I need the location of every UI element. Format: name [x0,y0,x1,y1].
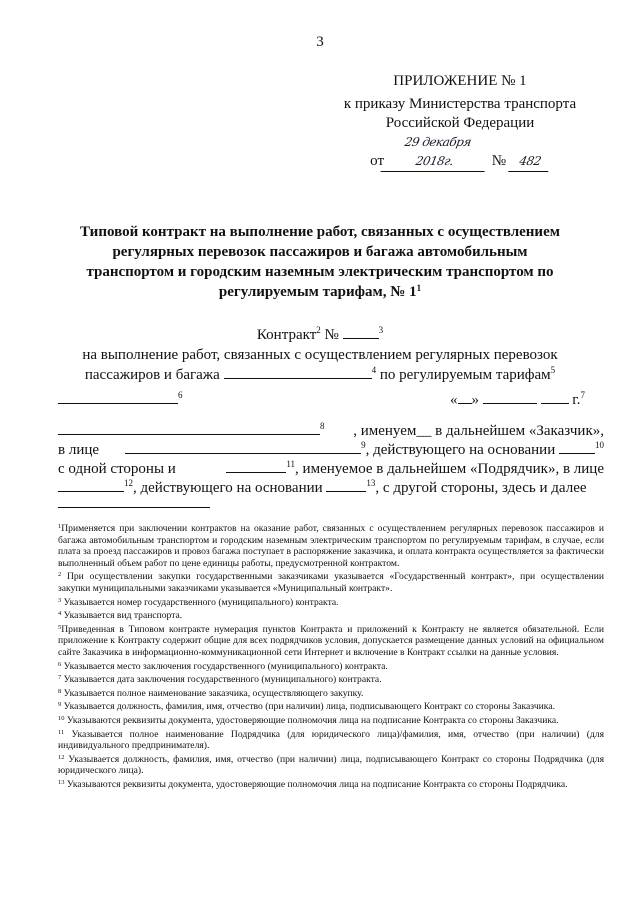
footnote-number: 1 [58,523,62,530]
footnote-ref-9: 9 [361,440,366,450]
transport-type-blank [224,365,372,379]
footnote-12 [58,754,604,777]
date-fields [450,390,585,409]
footnote-ref-13: 13 [366,478,376,488]
footnote-7 [58,674,604,686]
footnote-ref-4: 4 [371,365,377,375]
footnote-1 [58,523,604,569]
footnote-text: Указывается должность, фамилия, имя, отчество (при наличии) лица, подписывающего Контракт со стороны Подрядчика (для юридического лица). [58,753,604,777]
footnote-9 [58,701,604,713]
contract-number-blank [343,325,379,339]
title-footnote-ref: 1 [416,283,422,293]
contract-word: Контракт [256,327,317,343]
subject-text-b: по регулируемым тарифам [379,367,551,383]
body-line-3 [58,459,604,478]
document-title [70,222,570,302]
customer-signatory-blank [125,440,361,454]
footnote-text: При осуществлении закупки государственными заказчиками указывается «Государственный контракт», при осуществлении закупки муниципальными заказчиками указывается «Муниципальный контракт». [58,571,604,594]
year-blank [541,390,569,404]
footnote-text: Указывается дата заключения государственного (муниципального) контракта. [63,674,382,686]
page-number: 3 [316,34,324,50]
contract-heading [60,325,580,345]
quote-close: » [471,392,479,408]
footnote-divider [58,507,210,508]
customer-name-blank [58,421,320,435]
footnote-number: 2 [58,571,62,579]
footnote-text: Указывается место заключения государственного (муниципального) контракта. [63,660,388,672]
footnote-ref-6: 6 [178,390,183,400]
contractor-name-blank [226,459,286,473]
acting-basis-text: , действующего на основании [365,442,556,458]
footnote-text: Указываются реквизиты документа, удостоверяющие полномочия лица на подписание Контракта со стороны Подрядчика. [66,778,568,790]
footnote-ref-12: 12 [124,478,133,488]
body-line-4 [58,478,604,497]
year-suffix: г. [572,392,581,408]
footnote-number: 8 [58,687,62,695]
footnote-ref-7: 7 [580,390,585,400]
footnote-6 [58,661,604,673]
handwritten-number: 482 [508,152,552,172]
body-line-1 [58,421,604,440]
footnote-number: 4 [58,610,62,618]
quote-open: « [450,392,458,408]
footnote-number: 9 [58,701,62,709]
contract-subject-line1: на выполнение работ, связанных с осуществлением регулярных перевозок [82,347,558,363]
footnote-text: Указывается должность, фамилия, имя, отчество (при наличии) лица, подписывающего Контракт со стороны Заказчика. [63,701,555,713]
footnote-10 [58,715,604,727]
contractor-signatory-blank [58,478,124,492]
footnote-ref-11: 11 [286,459,296,469]
one-side-text: с одной стороны и [58,461,176,477]
footnote-ref-5: 5 [550,365,556,375]
footnote-number: 10 [58,714,65,722]
footnotes [58,523,604,792]
customer-text: , именуем__ в дальнейшем «Заказчик», [353,423,604,439]
month-blank [483,390,537,404]
footnote-text: Указывается номер государственного (муниципального) контракта. [63,596,339,608]
place-blank [58,390,178,404]
footnote-text: Указываются реквизиты документа, удостоверяющие полномочия лица на подписание Контракта со стороны Заказчика. [66,714,559,726]
place-date-line [58,390,604,409]
footnote-2 [58,571,604,594]
title-text: Типовой контракт на выполнение работ, связанных с осуществлением регулярных перевозок пассажиров и багажа автомобильным транспортом и городским наземным электрическим транспортом по регулируемым тарифам, № 1 [80,224,560,300]
appendix-federation-line: Российской Федерации [385,115,535,131]
footnote-number: 6 [58,660,62,668]
footnote-3 [58,597,604,609]
contractor-text: , именуемое в дальнейшем «Подрядчик», в лице [295,461,604,477]
handwritten-date: 29 декабря 2018г. [381,133,492,172]
footnote-text: Приведенная в Типовом контракте нумерация пунктов Контракта и приложений к Контракту не является обязательной. Если приложение к Контракту содержит общие для всех подрядчиков условия, допускается размещение данных условий на официальном сайте Заказчика в информационно-коммуникационной сети Интернет и включение в Контракт ссылки на данные условия. [58,623,604,658]
body-line-2 [58,440,604,459]
customer-basis-blank [559,440,595,454]
contract-number-sign: № [324,327,339,343]
day-blank [458,390,472,404]
contractor-basis-blank [326,478,366,492]
footnote-ref-2: 2 [316,325,321,335]
footnote-11 [58,729,604,752]
footnote-ref-8: 8 [320,421,325,431]
footnote-ref-3: 3 [378,325,384,335]
footnote-number: 12 [58,753,65,761]
number-prefix: № [491,153,507,169]
footnote-5 [58,624,604,659]
footnote-13 [58,779,604,791]
contract-subject-line2 [60,365,580,385]
footnote-ref-10: 10 [595,440,604,450]
footnote-text: Указывается полное наименование заказчика, осуществляющего закупку. [63,687,364,699]
footnote-number: 3 [58,596,62,604]
footnote-number: 5 [58,623,62,631]
appendix-heading: ПРИЛОЖЕНИЕ № 1 [393,73,527,89]
contractor-acting-text: , действующего на основании [133,480,323,496]
footnote-text: Указывается вид транспорта. [63,610,183,622]
appendix-order-line: к приказу Министерства транспорта [343,96,577,112]
footnote-8 [58,688,604,700]
other-side-text: , с другой стороны, здесь и далее [375,480,587,496]
footnote-number: 11 [58,728,65,736]
appendix-date-line [330,133,590,172]
footnote-number: 7 [58,674,62,682]
footnote-text: Указывается полное наименование Подрядчика (для юридического лица)/фамилия, имя, отчество (при наличии) (для индивидуального предпринимателя). [58,728,604,752]
in-person-text: в лице [58,442,100,458]
date-prefix: от [370,153,385,169]
footnote-text: Применяется при заключении контрактов на оказание работ, связанных с осуществлением регулярных перевозок пассажиров и багажа автомобильным транспортом и городским наземным электрическим транспортом по регулируемым тарифам, в случае, если плата за проезд пассажиров и провоз багажа поступает в распоряжение заказчика, и оплата контракта осуществляется за фактически выполненный объем работ по цене единицы работы, предусмотренной контрактом. [58,523,604,569]
subject-text-a: пассажиров и багажа [84,367,220,383]
footnote-number: 13 [58,778,65,786]
footnote-4 [58,610,604,622]
